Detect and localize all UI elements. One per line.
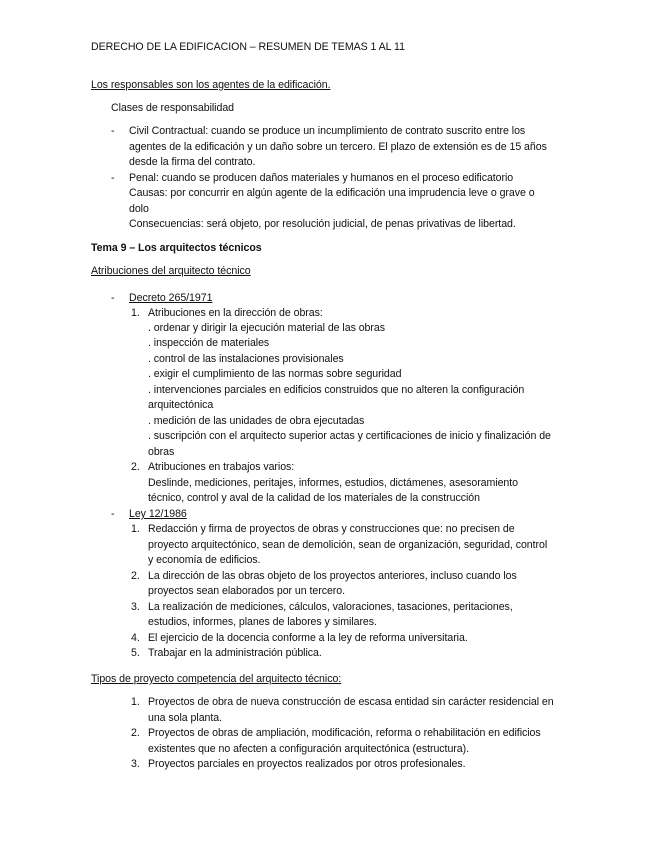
document-header: DERECHO DE LA EDIFICACION – RESUMEN DE TEMAS 1 AL 11 bbox=[91, 41, 405, 53]
penal-line-2: Causas: por concurrir en algún agente de la edificación una imprudencia leve o grave o bbox=[129, 187, 535, 199]
decreto-sub-5-cont: arquitectónica bbox=[148, 399, 214, 411]
ley-item-2-line-1: La dirección de las obras objeto de los proyectos anteriores, incluso cuando los bbox=[148, 570, 517, 582]
ley-item-3-line-1: La realización de mediciones, cálculos, valoraciones, tasaciones, peritaciones, bbox=[148, 601, 513, 613]
penal-line-1: Penal: cuando se producen daños materiales y humanos en el proceso edificatorio bbox=[129, 172, 514, 184]
decreto-sub-4: . exigir el cumplimiento de las normas sobre seguridad bbox=[148, 368, 402, 380]
ley-item-5: Trabajar en la administración pública. bbox=[148, 647, 322, 659]
decreto-sub-7-cont: obras bbox=[148, 446, 175, 458]
ley-item-1-line-3: y economía de edificios. bbox=[148, 554, 261, 566]
ley-item-4: El ejercicio de la docencia conforme a la ley de reforma universitaria. bbox=[148, 632, 468, 644]
ley-item-3-line-2: estudios, informes, planes de labores y similares. bbox=[148, 616, 377, 628]
decreto-item-2: Atribuciones en trabajos varios: bbox=[148, 461, 295, 473]
ley-num-4: 4. bbox=[131, 632, 140, 644]
tipos-num-3: 3. bbox=[131, 758, 140, 770]
ley-num-3: 3. bbox=[131, 601, 140, 613]
bullet-ley: - bbox=[111, 508, 115, 520]
penal-line-4: Consecuencias: será objeto, por resolución judicial, de penas privativas de libertad. bbox=[129, 218, 516, 230]
tipos-num-2: 2. bbox=[131, 727, 140, 739]
tema9-subtitle: Atribuciones del arquitecto técnico bbox=[91, 265, 251, 277]
decreto-sub-7: . suscripción con el arquitecto superior actas y certificaciones de inicio y finalización de bbox=[148, 430, 551, 442]
bullet-decreto: - bbox=[111, 292, 115, 304]
ley-num-5: 5. bbox=[131, 647, 140, 659]
tema9-title: Tema 9 – Los arquitectos técnicos bbox=[91, 242, 262, 254]
tipos-num-1: 1. bbox=[131, 696, 140, 708]
ley-title: Ley 12/1986 bbox=[129, 508, 187, 520]
intro-heading: Los responsables son los agentes de la edificación. bbox=[91, 79, 331, 91]
decreto-item-1: Atribuciones en la dirección de obras: bbox=[148, 307, 323, 319]
responsibility-classes-heading: Clases de responsabilidad bbox=[111, 102, 235, 114]
civil-line-1: Civil Contractual: cuando se produce un incumplimiento de contrato suscrito entre los bbox=[129, 125, 526, 137]
decreto-num-1: 1. bbox=[131, 307, 140, 319]
bullet-civil: - bbox=[111, 125, 115, 137]
decreto-num-2: 2. bbox=[131, 461, 140, 473]
civil-line-2: agentes de la edificación y un daño sobre un tercero. El plazo de extensión es de 15 años bbox=[129, 141, 547, 153]
decreto-sub-3: . control de las instalaciones provisionales bbox=[148, 353, 344, 365]
decreto-sub-6: . medición de las unidades de obra ejecutadas bbox=[148, 415, 365, 427]
ley-item-2-line-2: proyectos sean elaborados por un tercero. bbox=[148, 585, 345, 597]
tipos-item-1-line-2: una sola planta. bbox=[148, 712, 223, 724]
decreto-sub-5: . intervenciones parciales en edificios construidos que no alteren la configuración bbox=[148, 384, 525, 396]
ley-num-1: 1. bbox=[131, 523, 140, 535]
penal-line-3: dolo bbox=[129, 203, 149, 215]
bullet-penal: - bbox=[111, 172, 115, 184]
tipos-item-3: Proyectos parciales en proyectos realizados por otros profesionales. bbox=[148, 758, 466, 770]
tipos-item-1-line-1: Proyectos de obra de nueva construcción de escasa entidad sin carácter residencial en bbox=[148, 696, 554, 708]
decreto-title: Decreto 265/1971 bbox=[129, 292, 213, 304]
tipos-heading: Tipos de proyecto competencia del arquitecto técnico: bbox=[91, 673, 342, 685]
decreto-sub-1: . ordenar y dirigir la ejecución material de las obras bbox=[148, 322, 385, 334]
ley-item-1-line-1: Redacción y firma de proyectos de obras y construcciones que: no precisen de bbox=[148, 523, 515, 535]
decreto-item-2-text-1: Deslinde, mediciones, peritajes, informes, estudios, dictámenes, asesoramiento bbox=[148, 477, 519, 489]
tipos-item-2-line-1: Proyectos de obras de ampliación, modificación, reforma o rehabilitación en edificios bbox=[148, 727, 541, 739]
ley-item-1-line-2: proyecto arquitectónico, sean de demolición, sean de organización, seguridad, control bbox=[148, 539, 548, 551]
civil-line-3: desde la firma del contrato. bbox=[129, 156, 256, 168]
tipos-item-2-line-2: existentes que no afecten a configuración arquitectónica (estructura). bbox=[148, 743, 469, 755]
decreto-sub-2: . inspección de materiales bbox=[148, 337, 270, 349]
decreto-item-2-text-2: técnico, control y aval de la calidad de los materiales de la construcción bbox=[148, 492, 480, 504]
ley-num-2: 2. bbox=[131, 570, 140, 582]
